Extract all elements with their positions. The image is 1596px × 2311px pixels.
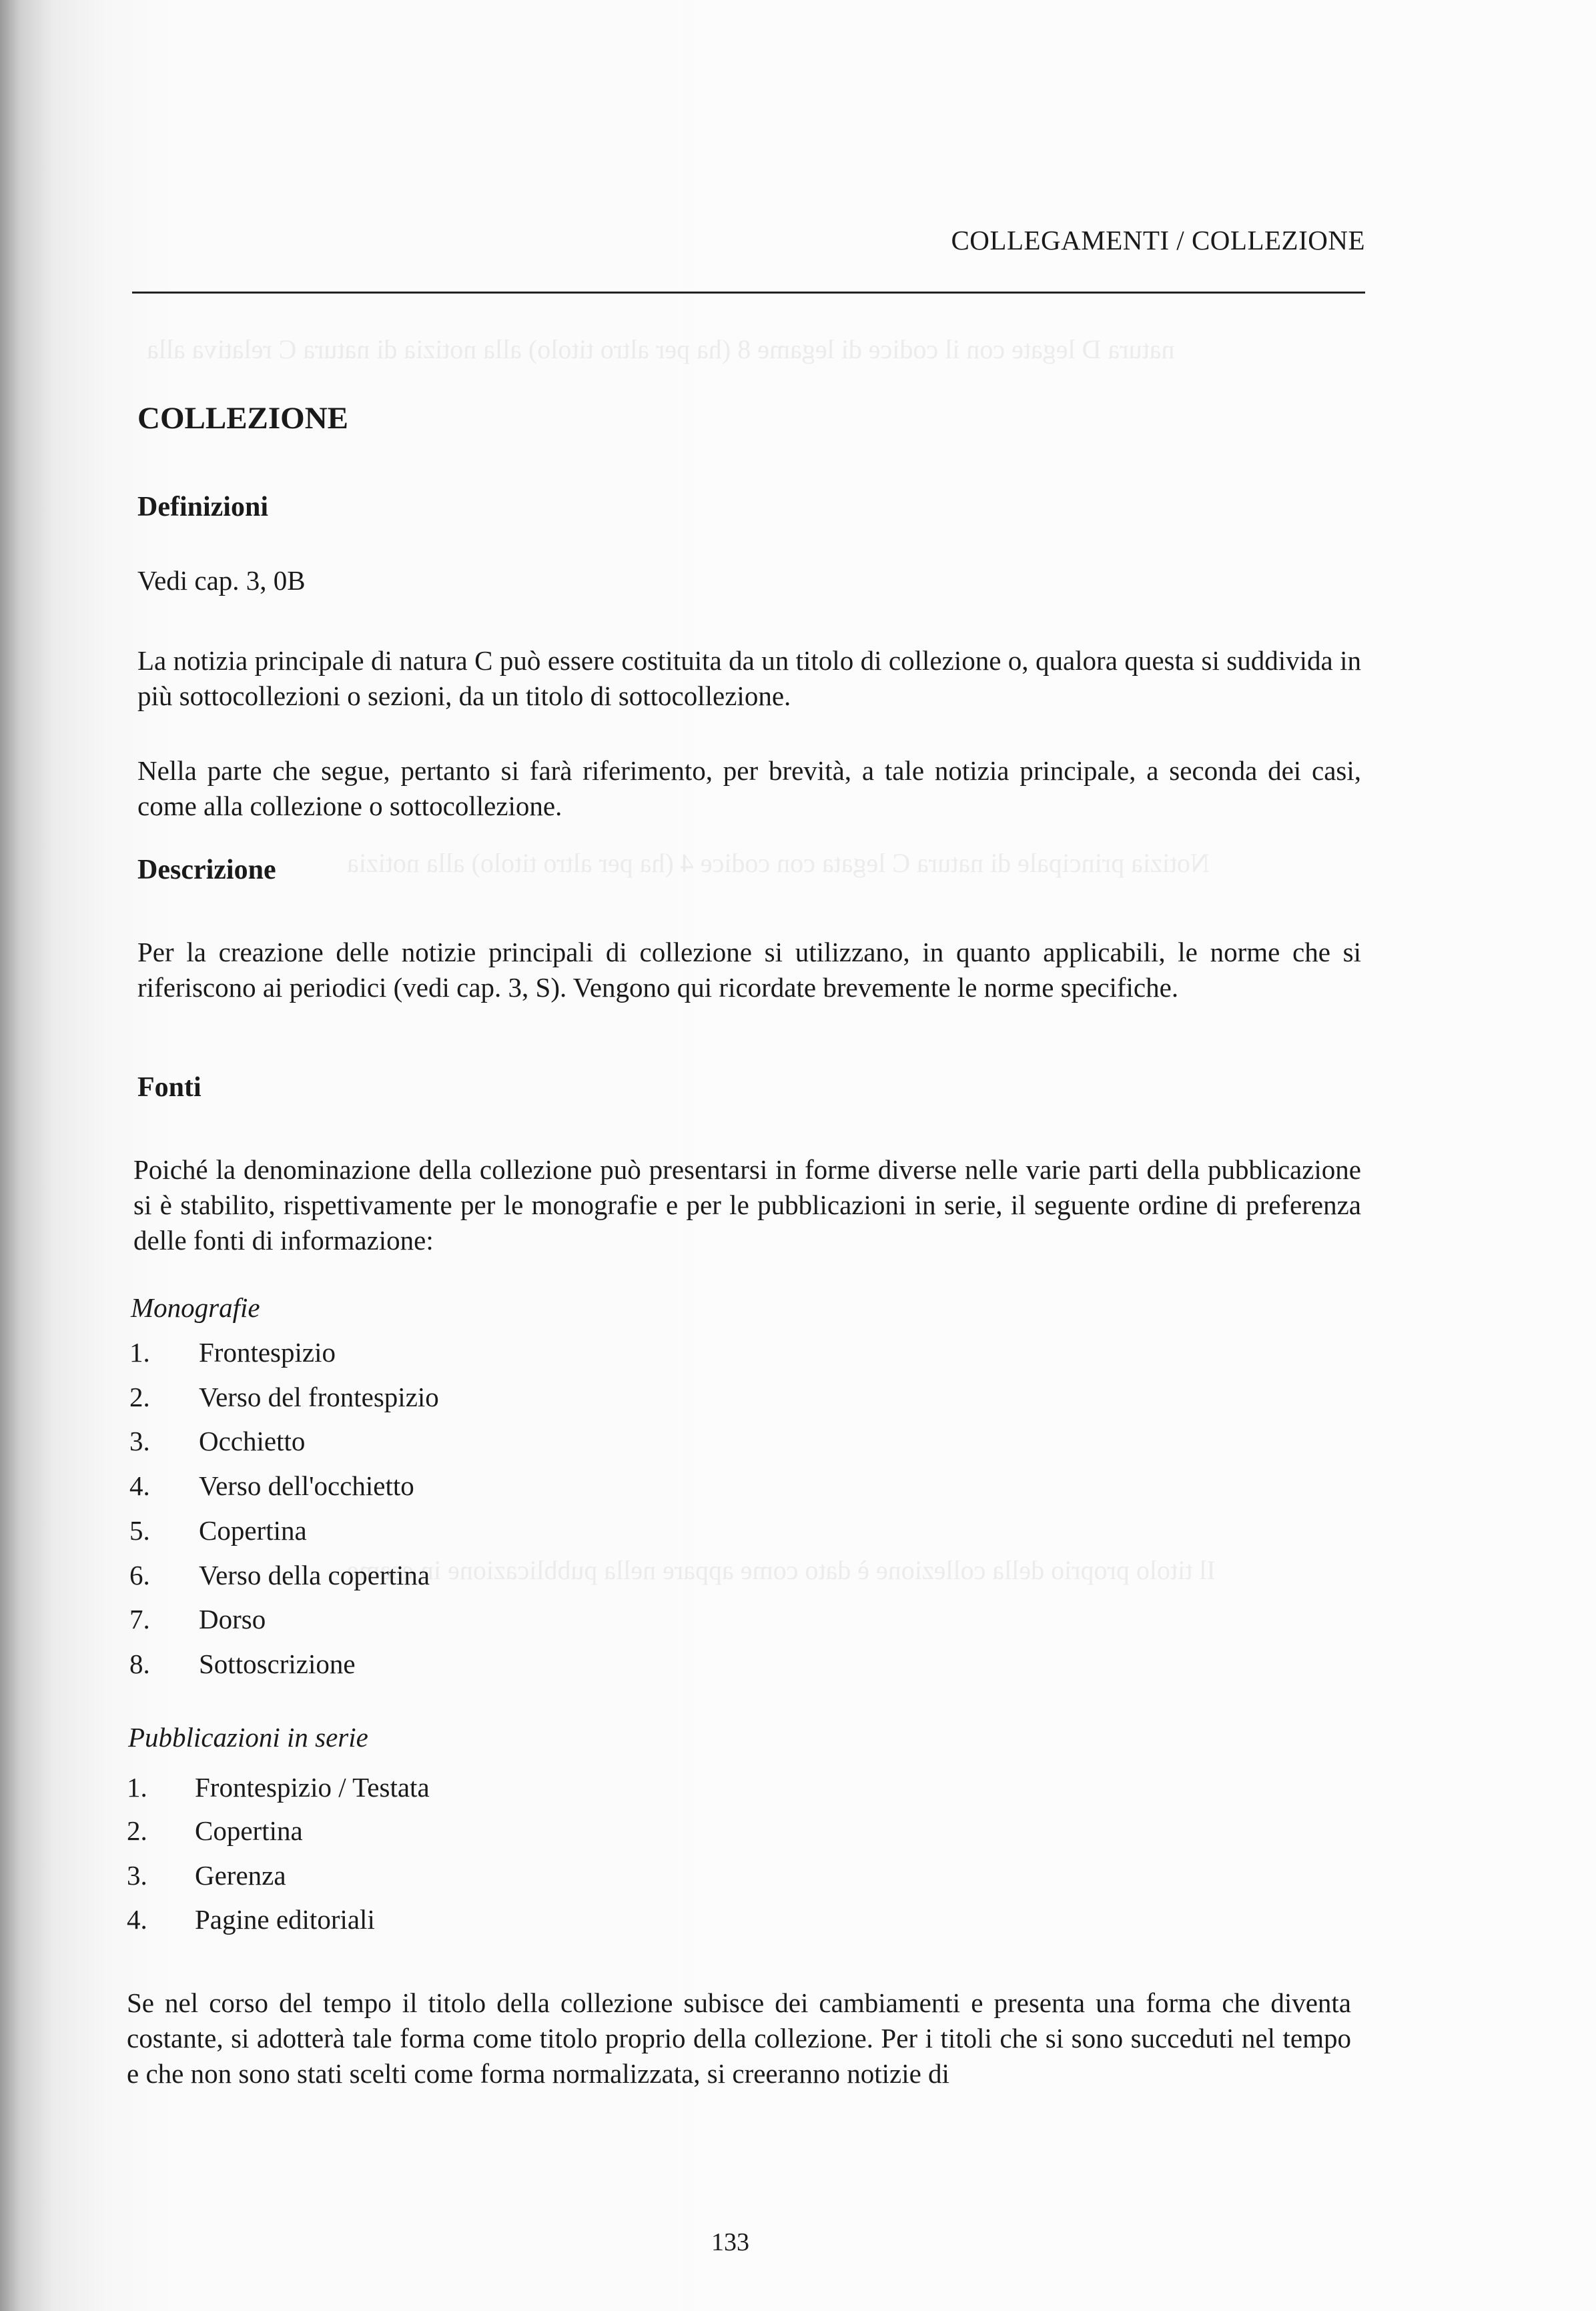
descrizione-paragraph: Per la creazione delle notizie principali di collezione si utilizzano, in quanto applicabili, le norme che si riferiscono ai periodici (vedi cap. 3, S). Vengono qui ricordate brevemente le norme specifiche. bbox=[137, 937, 1361, 1003]
pubblicazioni-in-serie-label: Pubblicazioni in serie bbox=[128, 1722, 368, 1753]
list-item: Gerenza bbox=[195, 1860, 286, 1891]
section-title: COLLEZIONE bbox=[137, 401, 349, 436]
list-item-number: 6. bbox=[129, 1560, 150, 1590]
list-item-number: 2. bbox=[127, 1815, 147, 1846]
list-item: Verso del frontespizio bbox=[199, 1382, 439, 1412]
header-rule bbox=[132, 292, 1365, 294]
fonti-paragraph: Poiché la denominazione della collezione può presentarsi in forme diverse nelle varie parti della pubblicazione si è stabilito, rispettivamente per le monografie e per le pubblicazioni in serie, il seguente ordine di preferenza delle fonti di informazione: bbox=[133, 1154, 1361, 1256]
list-item: Pagine editoriali bbox=[195, 1904, 375, 1935]
list-item: Copertina bbox=[199, 1515, 307, 1546]
definizioni-paragraph-2: Nella parte che segue, pertanto si farà riferimento, per brevità, a tale notizia principale, a seconda dei casi, come alla collezione o sottocollezione. bbox=[137, 755, 1361, 821]
list-item-number: 3. bbox=[127, 1860, 147, 1891]
list-item-number: 1. bbox=[127, 1772, 147, 1803]
list-item: Copertina bbox=[195, 1815, 303, 1846]
definizioni-ref: Vedi cap. 3, 0B bbox=[137, 565, 306, 596]
list-item-number: 5. bbox=[129, 1515, 150, 1546]
monografie-label: Monografie bbox=[131, 1292, 260, 1323]
list-item-number: 2. bbox=[129, 1382, 150, 1412]
list-item: Verso della copertina bbox=[199, 1560, 430, 1590]
list-item-number: 4. bbox=[129, 1470, 150, 1501]
list-item: Sottoscrizione bbox=[199, 1649, 356, 1679]
show-through-text: natura D legate con il codice di legame 8 (ha per altro titolo) alla notizia di natura C relativa alla bbox=[147, 334, 1175, 364]
definizioni-paragraph-1: La notizia principale di natura C può essere costituita da un titolo di collezione o, qualora questa si suddivida in più sottocollezioni o sezioni, da un titolo di sottocollezione. bbox=[137, 645, 1361, 711]
list-item: Verso dell'occhietto bbox=[199, 1470, 414, 1501]
list-item: Occhietto bbox=[199, 1426, 306, 1456]
descrizione-heading: Descrizione bbox=[137, 855, 276, 885]
list-item-number: 7. bbox=[129, 1604, 150, 1635]
fonti-heading: Fonti bbox=[137, 1072, 202, 1103]
list-item-number: 1. bbox=[129, 1337, 150, 1368]
list-item: Frontespizio bbox=[199, 1337, 336, 1368]
list-item-number: 3. bbox=[129, 1426, 150, 1456]
list-item-number: 8. bbox=[129, 1649, 150, 1679]
definizioni-heading: Definizioni bbox=[137, 492, 268, 522]
list-item-number: 4. bbox=[127, 1904, 147, 1935]
show-through-text: Notizia principale di natura C legata con codice 4 (ha per altro titolo) alla notizia bbox=[347, 848, 1210, 878]
show-through-text: Il titolo proprio della collezione è dato come appare nella pubblicazione in esame bbox=[347, 1555, 1216, 1585]
list-item: Dorso bbox=[199, 1604, 266, 1635]
page-number: 133 bbox=[711, 2228, 749, 2256]
list-item: Frontespizio / Testata bbox=[195, 1772, 430, 1803]
closing-paragraph: Se nel corso del tempo il titolo della collezione subisce dei cambiamenti e presenta una forma che diventa costante, si adotterà tale forma come titolo proprio della collezione. Per i titoli che si sono succeduti nel tempo e che non sono stati scelti come forma normalizzata, si creeranno notizie di bbox=[127, 1987, 1351, 2089]
running-header: COLLEGAMENTI / COLLEZIONE bbox=[951, 225, 1365, 256]
